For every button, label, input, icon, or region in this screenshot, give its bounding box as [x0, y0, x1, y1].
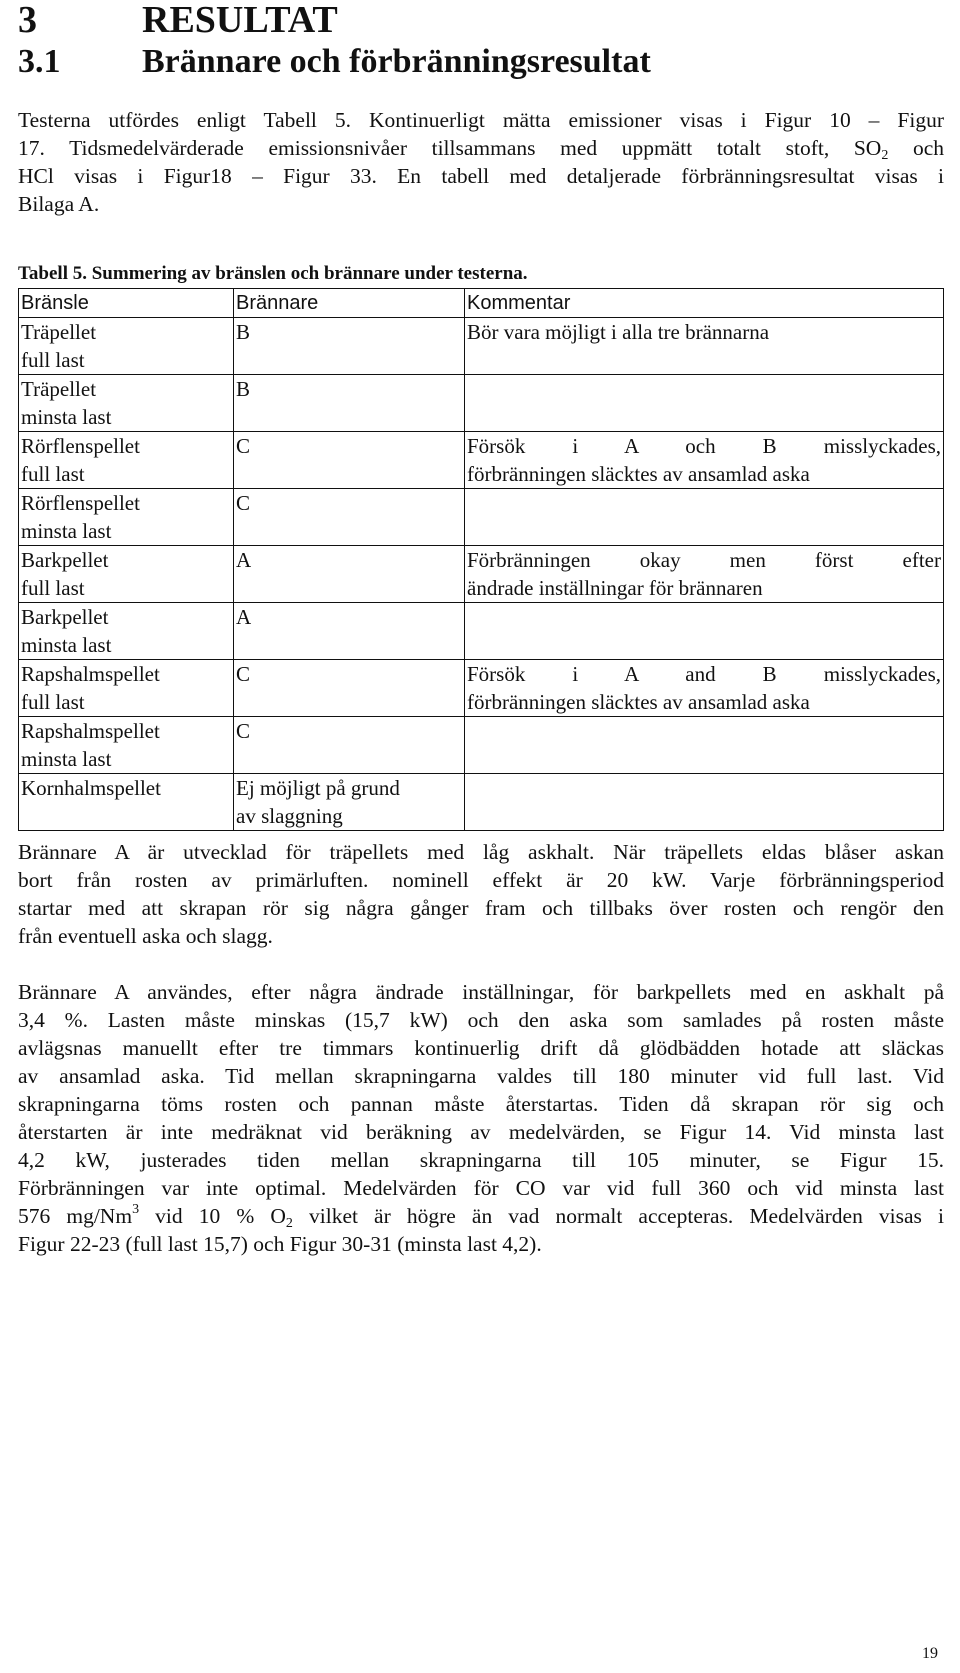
fuel-load: full last — [21, 690, 85, 714]
unit-text: 576 mg/Nm — [18, 1204, 133, 1228]
comment-cell — [465, 717, 944, 774]
comment-cell — [465, 546, 944, 603]
paragraph-line: skrapningarna töms rosten och pannan måste återstartas. Tiden då skrapan rör sig och — [18, 1092, 944, 1116]
fuel-name: Barkpellet — [21, 605, 109, 629]
page-number: 19 — [922, 1645, 938, 1662]
intro-paragraph — [18, 106, 944, 218]
burner-cell — [234, 717, 465, 774]
paragraph-line: 4,2 kW, justerades tiden mellan skrapningarna till 105 minuter, se Figur 15. — [18, 1148, 944, 1172]
burner-value: B — [236, 377, 251, 401]
paragraph-line: återstarten är inte medräknat vid beräkning av medelvärden, se Figur 14. Vid minsta last — [18, 1120, 944, 1144]
comment-cell — [465, 375, 944, 432]
burner-cell — [234, 375, 465, 432]
section-title: Brännare och förbränningsresultat — [142, 43, 651, 80]
burner-value: C — [236, 662, 251, 686]
table-row — [19, 774, 944, 831]
chapter-title: RESULTAT — [142, 0, 338, 41]
chapter-number: 3 — [18, 0, 37, 41]
comment-text-2: förbränningen släcktes av ansamlad aska — [467, 690, 810, 714]
o2-subscript: 2 — [285, 1216, 293, 1231]
intro-line-2-text: 17. Tidsmedelvärderade emissionsnivåer tillsammans med uppmätt totalt stoft, SO — [18, 136, 882, 160]
fuel-cell — [19, 318, 234, 375]
burner-cell — [234, 546, 465, 603]
paragraph-line: Brännare A användes, efter några ändrade inställningar, för barkpellets med en askhalt på — [18, 980, 944, 1004]
fuel-cell — [19, 603, 234, 660]
paragraph-burner-a — [18, 838, 944, 950]
burner-cell — [234, 660, 465, 717]
table-row — [19, 318, 944, 375]
burner-cell — [234, 318, 465, 375]
table-row — [19, 603, 944, 660]
fuel-name: Barkpellet — [21, 548, 109, 572]
section-heading — [18, 42, 651, 82]
burner-cell — [234, 774, 465, 831]
fuel-cell — [19, 717, 234, 774]
intro-line-4: Bilaga A. — [18, 192, 100, 216]
comment-text: Förbränningen okay men först efter — [467, 548, 941, 572]
comment-text: Försök i A och B misslyckades, — [467, 434, 941, 458]
paragraph-line: 3,4 %. Lasten måste minskas (15,7 kW) och den aska som samlades på rosten måste — [18, 1008, 944, 1032]
comment-cell — [465, 774, 944, 831]
fuel-cell — [19, 546, 234, 603]
burner-value: C — [236, 491, 251, 515]
paragraph-barkpellets — [18, 978, 944, 1258]
burner-value: Ej möjligt på grund — [236, 776, 400, 800]
so2-subscript: 2 — [881, 148, 889, 163]
burner-cell — [234, 603, 465, 660]
fuel-cell — [19, 774, 234, 831]
paragraph-line: Figur 22-23 (full last 15,7) och Figur 30-31 (minsta last 4,2). — [18, 1232, 542, 1256]
paragraph-line: startar med att skrapan rör sig några gånger fram och tillbaks över rosten och rengör den — [18, 896, 944, 920]
intro-line-2-end: och — [888, 136, 945, 160]
paragraph-line: av ansamlad aska. Tid mellan skrapningarna valdes till 180 minuter vid full last. Vid — [18, 1064, 944, 1088]
paragraph-line: avlägsnas manuellt efter tre timmars kontinuerlig drift då glödbädden hotade att släckas — [18, 1036, 944, 1060]
comment-cell — [465, 318, 944, 375]
table-row — [19, 432, 944, 489]
chapter-heading — [18, 0, 338, 40]
fuel-name: Rapshalmspellet — [21, 719, 160, 743]
paragraph-line: Brännare A är utvecklad för träpellets med låg askhalt. När träpellets eldas blåser askan — [18, 840, 944, 864]
fuel-load: full last — [21, 462, 85, 486]
burner-cell — [234, 432, 465, 489]
nm3-superscript: 3 — [132, 1202, 140, 1217]
burner-value: C — [236, 719, 251, 743]
fuel-name: Rapshalmspellet — [21, 662, 160, 686]
comment-text-2: förbränningen släcktes av ansamlad aska — [467, 462, 810, 486]
table-row — [19, 660, 944, 717]
fuel-load: minsta last — [21, 633, 112, 657]
fuel-name: Rörflenspellet — [21, 491, 140, 515]
fuel-cell — [19, 375, 234, 432]
paragraph-line-end: vilket är högre än vad normalt accepteras. Medelvärden visas i — [292, 1204, 945, 1228]
comment-text: Försök i A and B misslyckades, — [467, 662, 941, 686]
burner-value: A — [236, 605, 252, 629]
table-row — [19, 375, 944, 432]
fuel-cell — [19, 660, 234, 717]
paragraph-line: från eventuell aska och slagg. — [18, 924, 273, 948]
fuel-load: minsta last — [21, 747, 112, 771]
fuel-name: Träpellet — [21, 377, 97, 401]
table-row — [19, 489, 944, 546]
intro-line-2 — [18, 134, 944, 162]
table-row — [19, 546, 944, 603]
fuel-cell — [19, 489, 234, 546]
fuel-name: Kornhalmspellet — [21, 776, 161, 800]
burner-value: C — [236, 434, 251, 458]
oxygen-text: vid 10 % O — [139, 1204, 286, 1228]
paragraph-line-units — [18, 1202, 944, 1230]
comment-text: Bör vara möjligt i alla tre brännarna — [467, 320, 770, 344]
comment-text-2: ändrade inställningar för brännaren — [467, 576, 763, 600]
table-caption: Tabell 5. Summering av bränslen och brännare under testerna. — [18, 263, 528, 284]
burner-value-2: av slaggning — [236, 804, 343, 828]
intro-line-3: HCl visas i Figur18 – Figur 33. En tabell med detaljerade förbränningsresultat visas i — [18, 164, 944, 188]
fuel-cell — [19, 432, 234, 489]
fuel-load: full last — [21, 576, 85, 600]
burner-cell — [234, 489, 465, 546]
section-number: 3.1 — [18, 43, 61, 80]
header-burner: Brännare — [234, 289, 465, 318]
burner-value: A — [236, 548, 252, 572]
fuel-name: Rörflenspellet — [21, 434, 140, 458]
fuel-name: Träpellet — [21, 320, 97, 344]
table-header-row — [19, 289, 944, 318]
comment-cell — [465, 432, 944, 489]
fuel-load: minsta last — [21, 519, 112, 543]
burner-value: B — [236, 320, 251, 344]
header-fuel: Bränsle — [19, 289, 234, 318]
comment-cell — [465, 489, 944, 546]
fuel-burner-table — [18, 288, 944, 831]
intro-line-1: Testerna utfördes enligt Tabell 5. Kontinuerligt mätta emissioner visas i Figur 10 – Figur — [18, 108, 944, 132]
comment-cell — [465, 603, 944, 660]
fuel-load: full last — [21, 348, 85, 372]
paragraph-line: Förbränningen var inte optimal. Medelvärden för CO var vid full 360 och vid minsta last — [18, 1176, 944, 1200]
comment-cell — [465, 660, 944, 717]
paragraph-line: bort från rosten av primärluften. nominell effekt är 20 kW. Varje förbränningsperiod — [18, 868, 944, 892]
header-comment: Kommentar — [465, 289, 944, 318]
table-row — [19, 717, 944, 774]
fuel-load: minsta last — [21, 405, 112, 429]
